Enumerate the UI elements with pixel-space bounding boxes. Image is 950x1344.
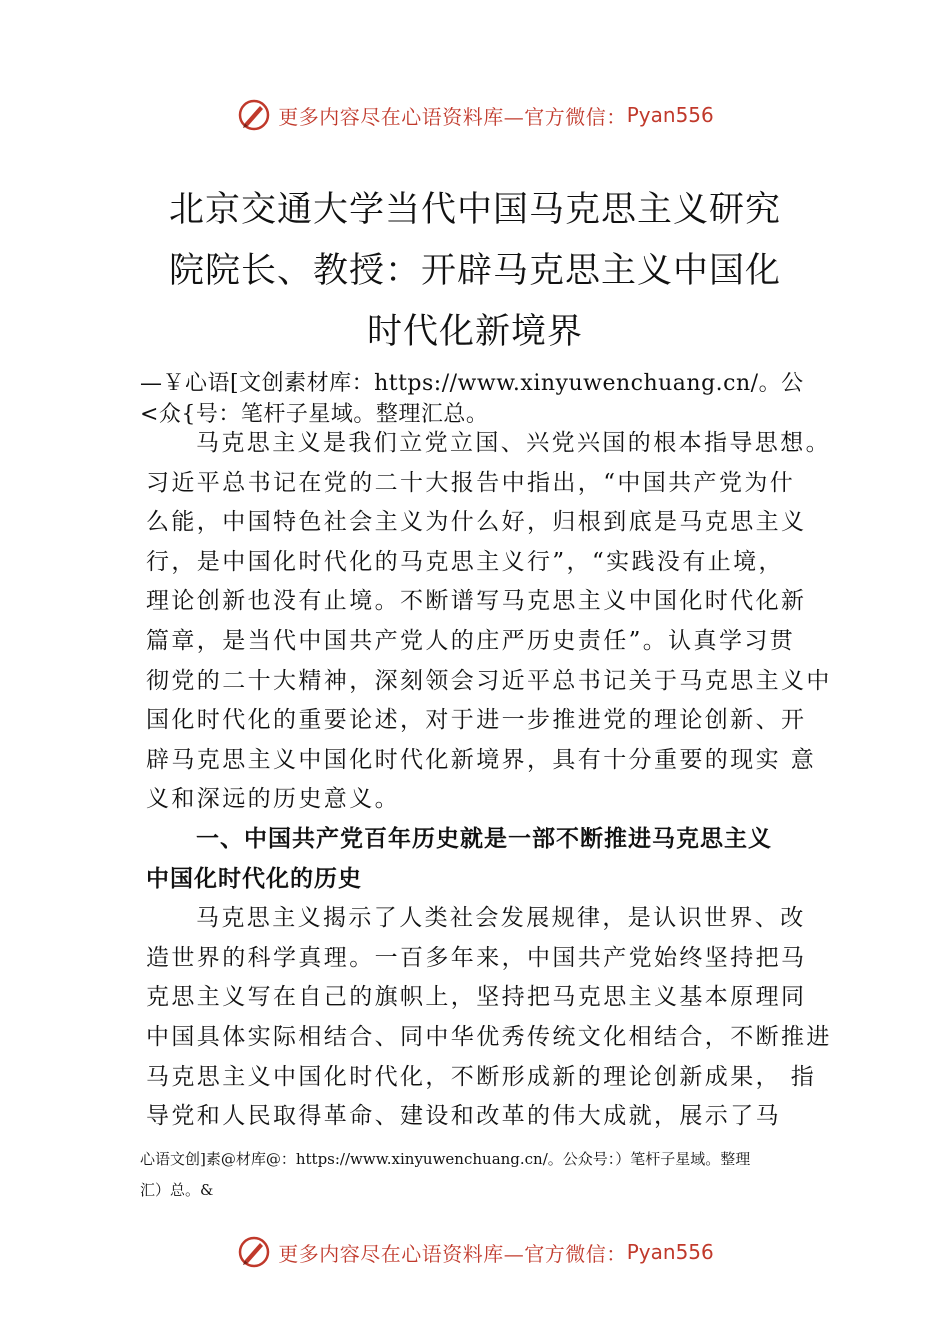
title-line: 北京交通大学当代中国马克思主义研究 bbox=[168, 190, 781, 230]
footer-note-line: 汇）总。& bbox=[140, 1181, 214, 1199]
source-note bbox=[140, 368, 830, 430]
body-line: 克思主义写在自己的旗帜上，坚持把马克思主义基本原理同 bbox=[146, 984, 807, 1011]
body-line: 义和深远的历史意义。 bbox=[146, 786, 400, 813]
body-line: 辟马克思主义中国化时代化新境界，具有十分重要的现实 意 bbox=[146, 746, 817, 773]
body-line: 篇章，是当代中国共产党人的庄严历史责任”。认真学习贯 bbox=[146, 627, 796, 654]
body-line: 理论创新也没有止境。不断谱写马克思主义中国化时代化新 bbox=[146, 588, 807, 615]
pen-logo-icon bbox=[236, 97, 272, 133]
footer-note-line: 心语文创]素@材库@：https://www.xinyuwenchuang.cn/。公众号：）笔杆子星域。整理 bbox=[140, 1150, 751, 1168]
footer-note bbox=[140, 1144, 840, 1206]
body-line: 造世界的科学真理。一百多年来，中国共产党始终坚持把马 bbox=[146, 944, 807, 971]
footer-banner bbox=[0, 1232, 950, 1272]
body-line: 导党和人民取得革命、建设和改革的伟大成就，展示了马 bbox=[146, 1103, 781, 1130]
header-banner bbox=[0, 95, 950, 135]
banner-text: 更多内容尽在心语资料库—官方微信： bbox=[278, 1241, 627, 1266]
body-line: 马克思主义揭示了人类社会发展规律，是认识世界、改 bbox=[196, 905, 806, 932]
body-line: 习近平总书记在党的二十大报告中指出，“中国共产党为什 bbox=[146, 469, 796, 496]
body-line: 么能，中国特色社会主义为什么好，归根到底是马克思主义 bbox=[146, 509, 807, 536]
source-line: <众{号：笔杆子星域。整理汇总。 bbox=[140, 402, 489, 427]
body-line: 马克思主义中国化时代化，不断形成新的理论创新成果， 指 bbox=[146, 1063, 817, 1090]
body-line: 国化时代化的重要论述，对于进一步推进党的理论创新、开 bbox=[146, 707, 807, 734]
pen-logo-icon bbox=[236, 1234, 272, 1270]
banner-text: 更多内容尽在心语资料库—官方微信： bbox=[278, 104, 627, 129]
body-line: 中国具体实际相结合、同中华优秀传统文化相结合，不断推进 bbox=[146, 1023, 832, 1050]
section-heading: 一、中国共产党百年历史就是一部不断推进马克思主义 bbox=[196, 825, 772, 852]
section-heading: 中国化时代化的历史 bbox=[146, 865, 362, 892]
document-title bbox=[150, 180, 800, 363]
body-line: 马克思主义是我们立党立国、兴党兴国的根本指导思想。 bbox=[196, 430, 831, 456]
banner-wechat-handle: Pyan556 bbox=[626, 103, 714, 127]
title-line: 时代化新境界 bbox=[366, 312, 583, 352]
source-line: —￥心语[文创素材库：https://www.xinyuwenchuang.cn/。公 bbox=[140, 371, 804, 396]
banner-wechat-handle: Pyan556 bbox=[626, 1240, 714, 1264]
article-body bbox=[146, 424, 836, 1137]
body-line: 彻党的二十大精神，深刻领会习近平总书记关于马克思主义中 bbox=[146, 667, 832, 694]
title-line: 院院长、教授：开辟马克思主义中国化 bbox=[168, 251, 781, 291]
body-line: 行，是中国化时代化的马克思主义行”，“实践没有止境， bbox=[146, 548, 784, 575]
